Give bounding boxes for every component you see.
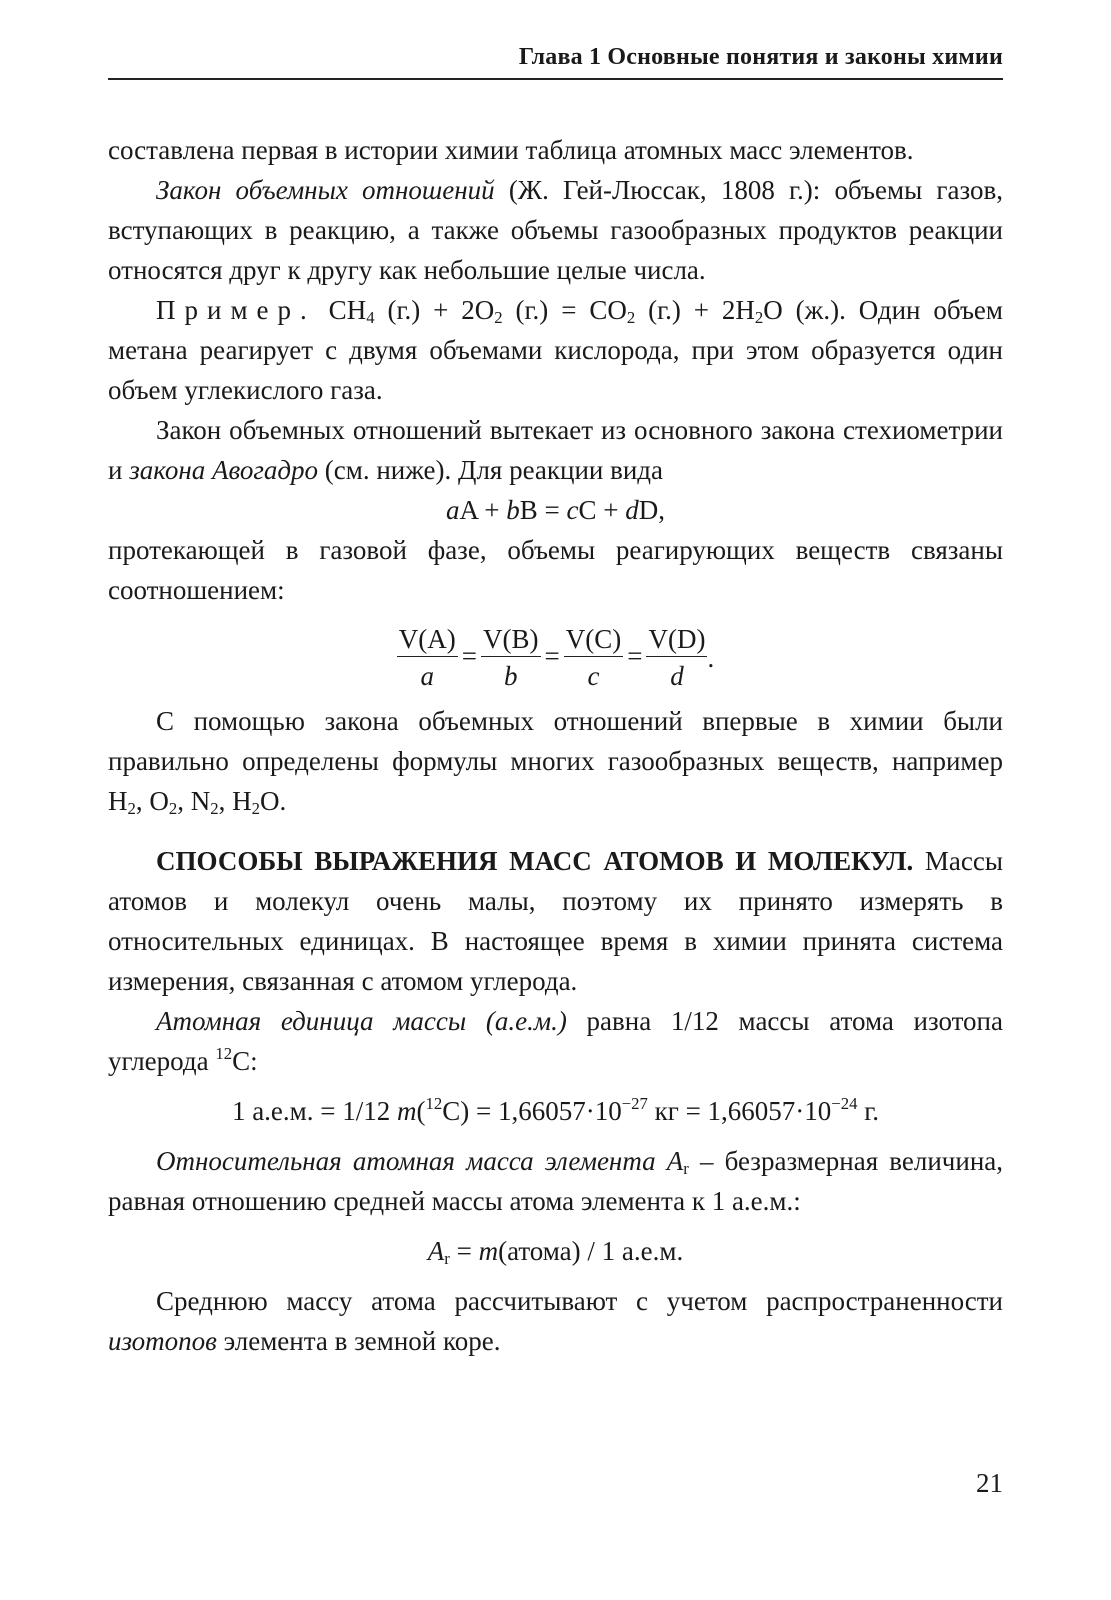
paragraph-gas-phase: протекающей в газовой фазе, объемы реагирующих веществ связаны соотношением: (108, 535, 1003, 605)
subscript: 2 (210, 799, 219, 819)
subscript: 2 (626, 308, 636, 328)
ar-symbol: A (427, 1236, 445, 1266)
example-label: Пример. (156, 295, 316, 325)
numerator: V(A) (397, 624, 458, 657)
relative-mass-term: Относительная атомная масса элемента (156, 1146, 667, 1176)
amu-formula (108, 1091, 1003, 1131)
numerator: V(B) (481, 624, 541, 657)
book-page (108, 0, 1003, 1600)
paragraph-text: Закон объемных отношений вытекает из основного закона стехиометрии и (108, 415, 1003, 485)
subscript: 2 (168, 799, 178, 819)
fraction-b (481, 624, 541, 691)
fraction-c (564, 624, 624, 691)
paragraph-text: (см. ниже). Для реакции вида (318, 455, 664, 485)
subscript: r (444, 1249, 450, 1269)
species-d: D, (638, 495, 665, 525)
superscript: 12 (215, 1044, 233, 1064)
subscript: 2 (127, 799, 136, 819)
formula-text: кг = 1,66057·10 (647, 1096, 832, 1126)
numerator: V(C) (564, 624, 624, 657)
coef-a: a (446, 495, 460, 525)
spacer (108, 1221, 1003, 1231)
denominator: a (420, 661, 435, 691)
paragraph-example (108, 290, 1003, 410)
formula-period: . (707, 642, 715, 673)
section-heading: СПОСОБЫ ВЫРАЖЕНИЯ МАСС АТОМОВ И МОЛЕКУЛ. (156, 846, 914, 876)
paragraph-text: O. (260, 786, 287, 816)
equals-sign: = (544, 640, 560, 671)
formula-text: 1 а.е.м. = 1/12 (231, 1096, 397, 1126)
fraction-d (646, 624, 707, 691)
page-number: 21 (976, 1468, 1003, 1498)
reaction-equation (108, 490, 1003, 530)
header-rule (108, 78, 1003, 80)
formula-text: г. (857, 1096, 880, 1126)
page-body (108, 130, 1003, 1361)
paragraph-text: , N (177, 786, 211, 816)
example-text: (г.) = CO (502, 295, 627, 325)
amu-term: Атомная единица массы (а.е.м.) (156, 1006, 567, 1036)
paragraph-stoichiometry (108, 410, 1003, 490)
species-a: A (459, 495, 478, 525)
spacer (108, 1271, 1003, 1281)
law-text: (Ж. Гей-Люссак, 1808 г.): объемы газов, вступающих в реакцию, а также объемы газообразных продуктов реакции относятся друг к другу как небольшие целые числа. (108, 175, 1003, 285)
denominator: c (587, 661, 600, 691)
subscript: 2 (754, 308, 764, 328)
paragraph-text: элемента в земной коре. (216, 1326, 501, 1356)
superscript: −24 (831, 1094, 858, 1114)
paragraph-formulas (108, 701, 1003, 821)
subscript: 2 (494, 308, 503, 328)
species-b: B (519, 495, 538, 525)
formula-text: (атома) / 1 а.е.м. (498, 1236, 684, 1266)
coef-b: b (506, 495, 520, 525)
example-text: (г.) + 2H (635, 295, 755, 325)
running-header: Глава 1 Основные понятия и законы химии (518, 44, 1003, 70)
paragraph-continuation: составлена первая в истории химии таблица атомных масс элементов. (108, 135, 914, 165)
coef-c: c (566, 495, 579, 525)
subscript: 4 (366, 308, 375, 328)
coef-d: d (625, 495, 639, 525)
paragraph-text: равна 1/12 массы атома изотопа углерода (108, 1006, 1003, 1076)
equals-sign: = (627, 640, 643, 671)
paragraph-relative-mass (108, 1141, 1003, 1221)
fraction-a (397, 624, 458, 691)
denominator: d (670, 661, 684, 691)
denominator: b (504, 661, 518, 691)
paragraph-text: , H (218, 786, 252, 816)
formula-text: ( (416, 1096, 426, 1126)
formula-text: C) = 1,66057·10 (442, 1096, 622, 1126)
equals-sign: = (537, 495, 567, 525)
mass-symbol: m (397, 1096, 417, 1126)
subscript: r (683, 1159, 689, 1179)
spacer (108, 1081, 1003, 1091)
paragraph-gay-lussac-law (108, 170, 1003, 290)
isotopes-term: изотопов (108, 1326, 217, 1356)
paragraph-text: – безразмерная величина, равная отношению средней массы атома элемента к 1 а.е.м.: (108, 1146, 1003, 1216)
subscript: 2 (251, 799, 260, 819)
law-term: Закон объемных отношений (156, 175, 495, 205)
volume-ratio-formula (108, 624, 1003, 691)
ar-symbol: A (666, 1146, 684, 1176)
ar-formula (108, 1231, 1003, 1271)
spacer (108, 821, 1003, 841)
paragraph-amu-definition (108, 1001, 1003, 1081)
example-text: CH (315, 295, 367, 325)
equals-sign: = (461, 640, 477, 671)
formula-text: = (449, 1236, 479, 1266)
numerator: V(D) (646, 624, 707, 657)
spacer (108, 1131, 1003, 1141)
species-c: C (578, 495, 597, 525)
mass-symbol: m (478, 1236, 499, 1266)
superscript: 12 (425, 1094, 443, 1114)
paragraph-text: , O (135, 786, 169, 816)
paragraph-isotopes (108, 1281, 1003, 1361)
example-text: O (ж.). Один объем метана реагирует с двумя объемами кислорода, при этом образуется один объем углекислого газа. (108, 295, 1003, 405)
paragraph-text: С помощью закона объемных отношений впервые в химии были правильно определены формулы многих газообразных веществ, например H (108, 706, 1003, 816)
plus-sign: + (477, 495, 507, 525)
plus-sign: + (596, 495, 626, 525)
paragraph-text: Среднюю массу атома рассчитывают с учетом распространенности (156, 1286, 1003, 1316)
section-paragraph (108, 841, 1003, 1001)
section-text: Массы атомов и молекул очень малы, поэтому их принято измерять в относительных единицах. В настоящее время в химии принята система измерения, связанная с атомом углерода. (108, 846, 1003, 996)
avogadro-term: закона Авогадро (129, 455, 319, 485)
example-text: (г.) + 2O (374, 295, 495, 325)
superscript: −27 (621, 1094, 648, 1114)
paragraph-text: C: (232, 1046, 258, 1076)
